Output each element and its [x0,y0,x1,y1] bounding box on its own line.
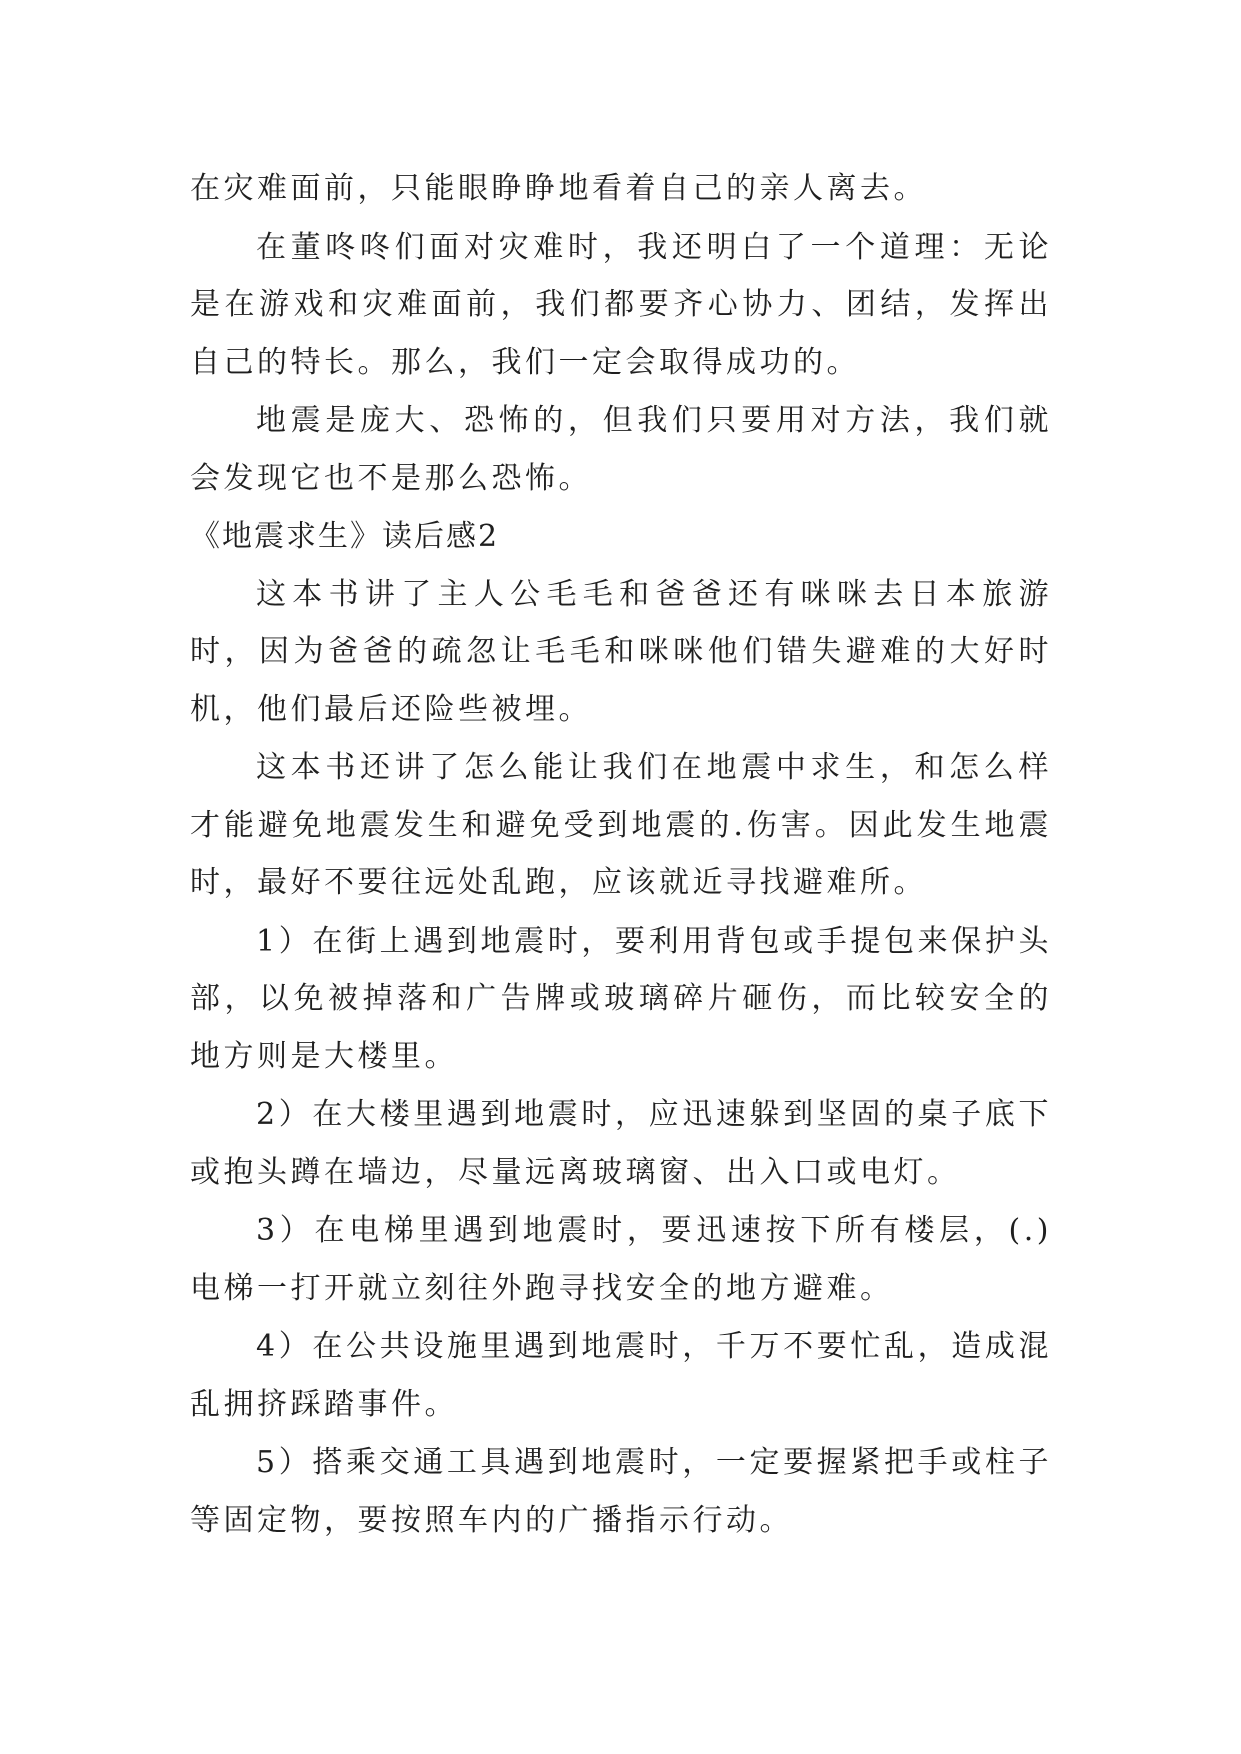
list-item-5: 5）搭乘交通工具遇到地震时，一定要握紧把手或柱子等固定物，要按照车内的广播指示行动。 [190,1445,1052,1538]
paragraph-1: 在灾难面前，只能眼睁睁地看着自己的亲人离去。 [190,171,927,206]
paragraph-4: 这本书讲了主人公毛毛和爸爸还有咪咪去日本旅游时，因为爸爸的疏忽让毛毛和咪咪他们错失避难的大好时机，他们最后还险些被埋。 [190,576,1052,727]
paragraph-3: 地震是庞大、恐怖的，但我们只要用对方法，我们就会发现它也不是那么恐怖。 [190,403,1052,496]
list-item-3: 3）在电梯里遇到地震时，要迅速按下所有楼层，(.)电梯一打开就立刻往外跑寻找安全的地方避难。 [190,1213,1052,1306]
list-item-4: 4）在公共设施里遇到地震时，千万不要忙乱，造成混乱拥挤踩踏事件。 [190,1329,1052,1422]
document-body [190,160,1052,1550]
list-item-1: 1）在街上遇到地震时，要利用背包或手提包来保护头部，以免被掉落和广告牌或玻璃碎片砸伤，而比较安全的地方则是大楼里。 [190,923,1052,1074]
paragraph-5: 这本书还讲了怎么能让我们在地震中求生，和怎么样才能避免地震发生和避免受到地震的.伤害。因此发生地震时，最好不要往远处乱跑，应该就近寻找避难所。 [190,750,1052,900]
list-item-2: 2）在大楼里遇到地震时，应迅速躲到坚固的桌子底下或抱头蹲在墙边，尽量远离玻璃窗、出入口或电灯。 [190,1097,1052,1190]
section-heading: 《地震求生》读后感2 [190,519,500,554]
paragraph-2: 在董咚咚们面对灾难时，我还明白了一个道理：无论是在游戏和灾难面前，我们都要齐心协力、团结，发挥出自己的特长。那么，我们一定会取得成功的。 [190,229,1052,380]
